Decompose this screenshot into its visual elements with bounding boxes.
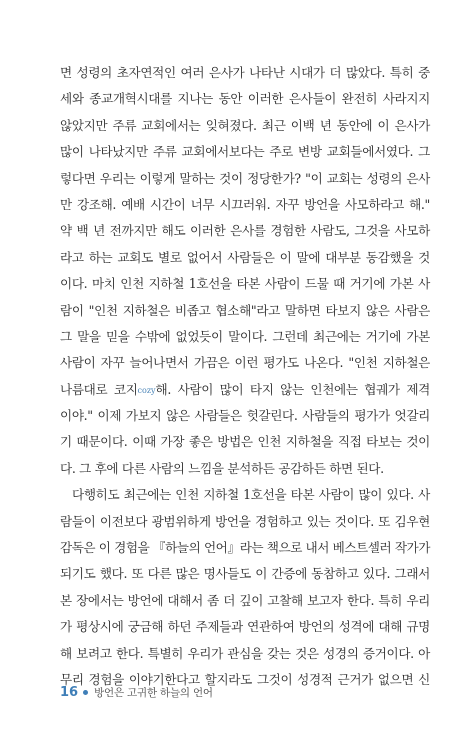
- text-line: 약 백 년 전까지만 해도 이러한 은사를 경험한 사람도, 그것을 사모하: [60, 223, 430, 239]
- text-line: 되기도 했다. 또 다른 많은 명사들도 이 간증에 동참하고 있다. 그래서: [60, 566, 430, 582]
- text-line: 해 보려고 한다. 특별히 우리가 관심을 갖는 것은 성경의 증거이다. 아: [60, 645, 430, 661]
- text-line: 않았지만 주류 교회에서는 잊혀졌다. 최근 이백 년 동안에 이 은사가: [60, 117, 430, 133]
- text-line: 그 말을 믿을 수밖에 없었듯이 말이다. 그런데 최근에는 거기에 가본: [60, 328, 430, 344]
- english-gloss: cozy: [137, 385, 156, 395]
- text-segment: 해. 사람이 많이 타지 않는 인천에는 협궤가 제격: [155, 381, 430, 397]
- text-line: 이야." 이제 가보지 않은 사람들은 헛갈린다. 사람들의 평가가 엇갈리: [60, 408, 430, 424]
- text-line: 사람이 자꾸 늘어나면서 가끔은 이런 평가도 나온다. "인천 지하철은: [60, 355, 430, 371]
- text-line: 렇다면 우리는 이렇게 말하는 것이 정당한가? "이 교회는 성령의 은사: [60, 170, 430, 186]
- text-line: 감독은 이 경험을 『하늘의 언어』라는 책으로 내서 베스트셀러 작가가: [60, 540, 430, 556]
- text-line: 면 성령의 초자연적인 여러 은사가 나타난 시대가 더 많았다. 특히 중: [60, 65, 430, 80]
- text-line: 람이 "인천 지하철은 비좁고 협소해"라고 말하면 타보지 않은 사람은: [60, 302, 430, 318]
- text-line: 만 강조해. 예배 시간이 너무 시끄러워. 자꾸 방언을 사모하라고 해.": [60, 196, 430, 212]
- page-number: 16: [60, 684, 79, 700]
- text-line: 본 장에서는 방언에 대해서 좀 더 깊이 고찰해 보고자 한다. 특히 우리: [60, 592, 430, 608]
- text-line: 많이 나타났지만 주류 교회에서보다는 주로 변방 교회들에서였다. 그: [60, 144, 430, 160]
- page-footer: [60, 682, 213, 702]
- text-line: 다. 그 후에 다른 사람의 느낌을 분석하든 공감하든 하면 된다.: [60, 460, 384, 476]
- text-line: 람들이 이전보다 광범위하게 방언을 경험하고 있는 것이다. 또 김우현: [60, 513, 430, 529]
- text-line: 라고 하는 교회도 별로 없어서 사람들은 이 말에 대부분 동감했을 것: [60, 249, 430, 265]
- text-line: 세와 종교개혁시대를 지나는 동안 이러한 은사들이 완전히 사라지지: [60, 91, 430, 107]
- text-line: [60, 377, 430, 403]
- bullet-dot-icon: [83, 690, 88, 695]
- text-line: 다행히도 최근에는 인천 지하철 1호선을 타본 사람이 많이 있다. 사: [72, 487, 430, 503]
- text-line: 무리 경험을 이야기한다고 할지라도 그것이 성경적 근거가 없으면 신: [60, 671, 430, 687]
- text-line: 기 때문이다. 이때 가장 좋은 방법은 인천 지하철을 직접 타보는 것이: [60, 434, 430, 450]
- running-title: 방언은 고귀한 하늘의 언어: [94, 686, 213, 699]
- text-line: 이다. 마치 인천 지하철 1호선을 타본 사람이 드물 때 거기에 가본 사: [60, 276, 430, 292]
- text-line: 가 평상시에 궁금해 하던 주제들과 연관하여 방언의 성격에 대해 규명: [60, 619, 430, 635]
- text-segment: 나름대로 코지: [60, 381, 138, 397]
- body-text: [60, 60, 430, 693]
